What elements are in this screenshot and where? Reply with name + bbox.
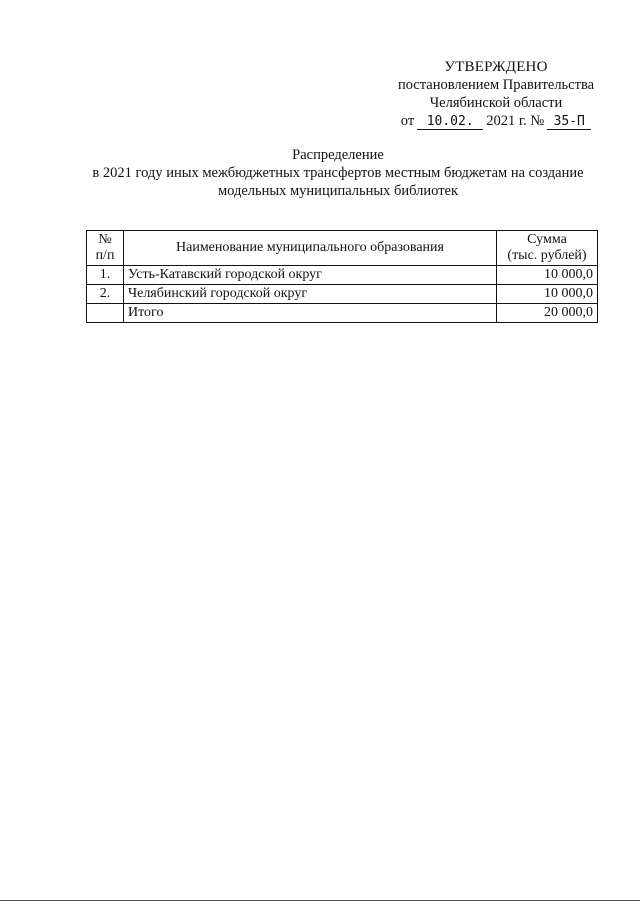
- total-number: [87, 304, 124, 323]
- heading-subtitle-line2: модельных муниципальных библиотек: [217, 183, 459, 199]
- year-and-number-label: 2021 г. №: [486, 113, 545, 129]
- heading-title: Распределение: [292, 147, 384, 163]
- row-number: 1.: [87, 266, 124, 285]
- total-sum: 20 000,0: [497, 304, 598, 323]
- handwritten-date: 10.02.: [417, 114, 483, 130]
- row-name: Челябинский городской округ: [124, 285, 497, 304]
- date-prefix: от: [400, 113, 415, 129]
- header-number: [87, 231, 124, 266]
- row-name: Усть-Катавский городской округ: [124, 266, 497, 285]
- header-sum: [497, 231, 598, 266]
- table-row: [87, 266, 598, 285]
- heading-subtitle-line1: в 2021 году иных межбюджетных трансфертов местным бюджетам на создание: [92, 165, 584, 181]
- header-sum-line2: (тыс. рублей): [507, 248, 587, 263]
- row-number: 2.: [87, 285, 124, 304]
- table-header-row: [87, 231, 598, 266]
- row-sum: 10 000,0: [497, 285, 598, 304]
- approval-line-region: Челябинской области: [429, 95, 563, 111]
- document-heading: [60, 146, 616, 200]
- approval-title: УТВЕРЖДЕНО: [444, 59, 548, 75]
- row-sum: 10 000,0: [497, 266, 598, 285]
- total-label: Итого: [124, 304, 497, 323]
- table-total-row: [87, 304, 598, 323]
- distribution-table: [86, 230, 598, 323]
- page-bottom-divider: [0, 900, 640, 901]
- header-number-line2: п/п: [95, 248, 115, 263]
- header-number-line1: №: [98, 232, 112, 247]
- approval-block: [380, 58, 612, 130]
- header-sum-line1: Сумма: [527, 232, 567, 247]
- approval-line-government: постановлением Правительства: [397, 77, 595, 93]
- approval-date-line: [380, 112, 612, 130]
- table-row: [87, 285, 598, 304]
- handwritten-number: 35-П: [547, 114, 591, 130]
- header-name: Наименование муниципального образования: [124, 231, 497, 266]
